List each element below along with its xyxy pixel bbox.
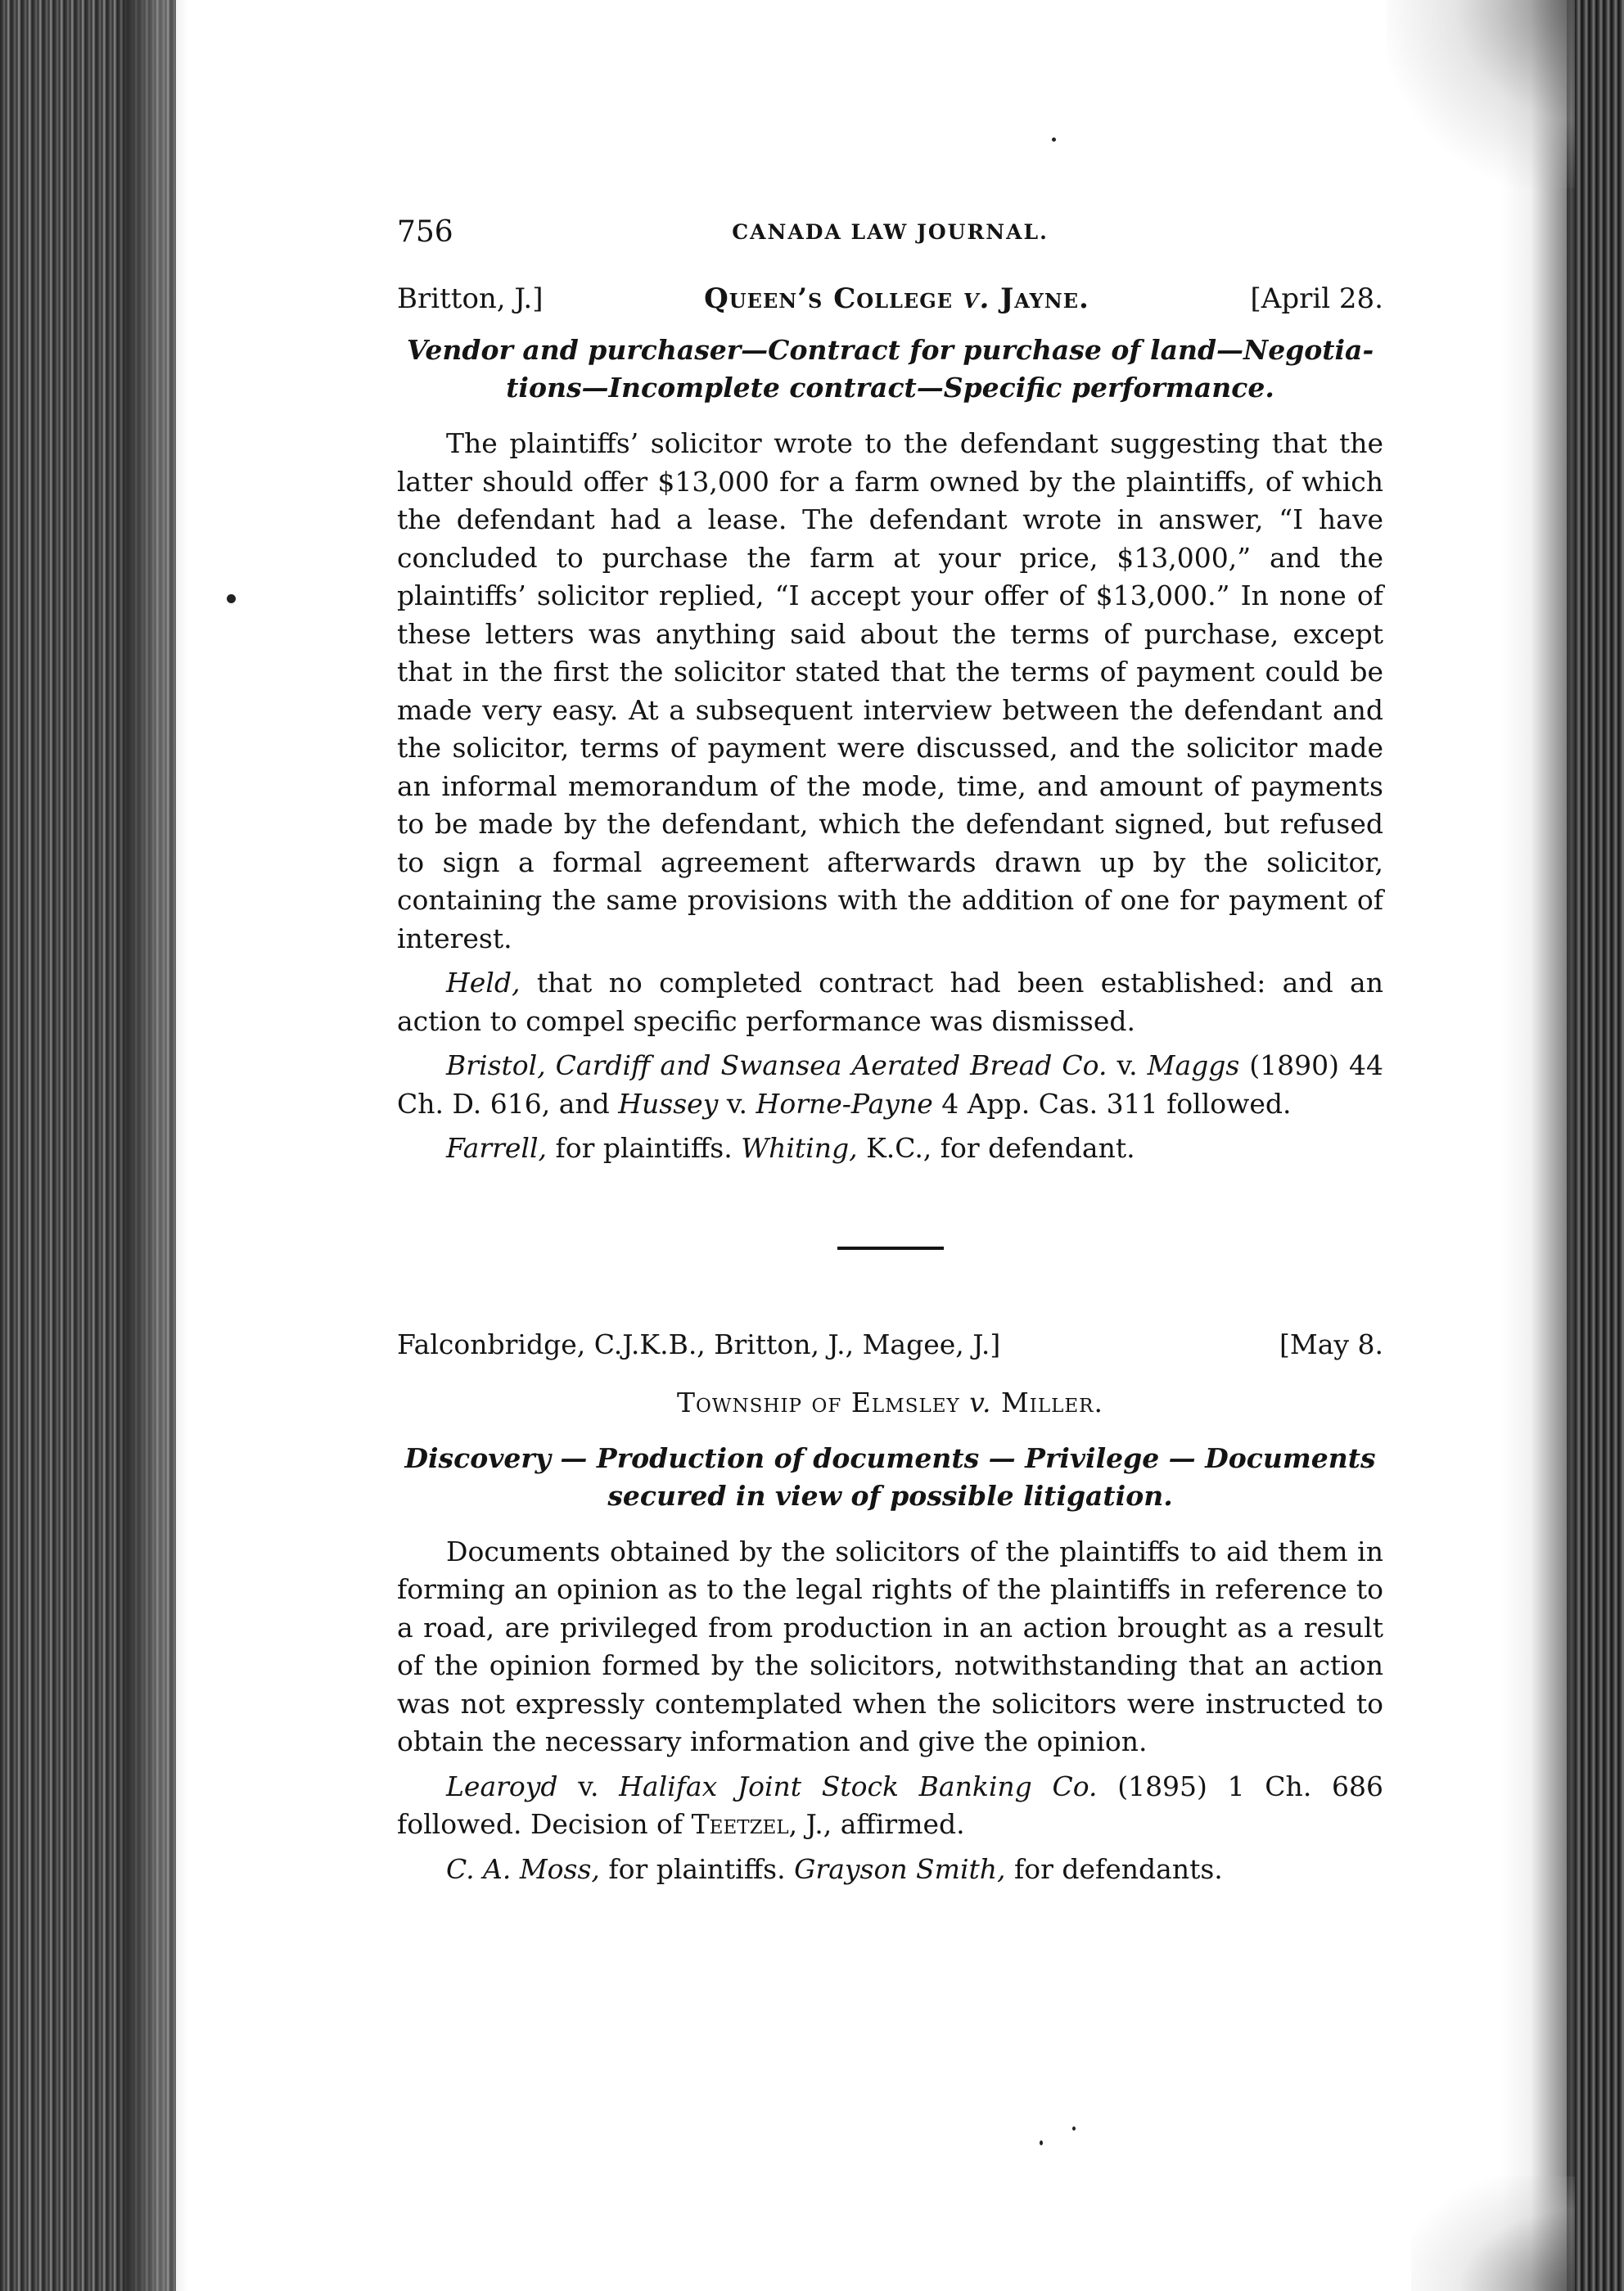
citation-reference: , J., affirmed. bbox=[788, 1808, 965, 1840]
citation-case-name: Hussey bbox=[618, 1087, 719, 1120]
scan-edge-right-shadow bbox=[1501, 0, 1575, 2291]
case2-heading bbox=[397, 1328, 1383, 1360]
running-head bbox=[397, 209, 1383, 258]
scan-edge-left-shadow bbox=[123, 0, 188, 2291]
scan-speck bbox=[227, 594, 236, 603]
case2-headnote-line: secured in view of possible litigation. bbox=[607, 1479, 1173, 1512]
case2-date: [May 8. bbox=[1279, 1328, 1383, 1360]
case1-headnote bbox=[397, 331, 1383, 407]
counsel-role: for plaintiffs. bbox=[547, 1132, 742, 1164]
citation-party: Halifax Joint Stock Banking Co. bbox=[619, 1770, 1098, 1802]
case1-plaintiff: Queen’s College bbox=[704, 282, 953, 315]
citation-versus: v. bbox=[1107, 1049, 1148, 1081]
citation-versus: v. bbox=[718, 1087, 756, 1120]
case1-headnote-line: tions—Incomplete contract—Specific performance. bbox=[506, 372, 1274, 404]
case1-held-paragraph bbox=[397, 964, 1383, 1040]
citation-party: Horne-Payne bbox=[756, 1087, 933, 1120]
case2-headnote bbox=[397, 1440, 1383, 1515]
counsel-name: C. A. Moss, bbox=[446, 1852, 600, 1885]
case1-defendant: Jayne. bbox=[1000, 282, 1089, 315]
case2-versus: v. bbox=[969, 1386, 992, 1418]
case2-counsel-paragraph bbox=[397, 1851, 1383, 1889]
case1-headnote-line: Vendor and purchaser—Contract for purchase of land—Negotia- bbox=[406, 334, 1374, 366]
counsel-name: Grayson Smith, bbox=[794, 1852, 1006, 1885]
case2-defendant: Miller. bbox=[1000, 1386, 1103, 1418]
held-label: Held, bbox=[446, 967, 521, 999]
counsel-role: K.C., for defendant. bbox=[857, 1132, 1135, 1164]
case1-date: [April 28. bbox=[1250, 282, 1383, 315]
counsel-role: for defendants. bbox=[1005, 1852, 1223, 1885]
document-page bbox=[397, 209, 1383, 1895]
counsel-name: Farrell, bbox=[446, 1132, 548, 1164]
scan-speck bbox=[1040, 2140, 1043, 2145]
citation-reference: 4 App. Cas. 311 followed. bbox=[932, 1087, 1292, 1120]
case2-plaintiff: Township of Elmsley bbox=[677, 1386, 960, 1418]
case2-citation-paragraph bbox=[397, 1768, 1383, 1844]
counsel-role: for plaintiffs. bbox=[599, 1852, 795, 1885]
citation-reference: (1890) 44 Ch. D. 616, and bbox=[397, 1049, 1384, 1120]
citation-reference: (1895) 1 Ch. 686 followed. Decision of bbox=[397, 1770, 1383, 1840]
citation-judge: Teetzel bbox=[691, 1808, 789, 1840]
case2-title bbox=[397, 1387, 1383, 1418]
case1-facts-paragraph: The plaintiffs’ solicitor wrote to the defendant suggesting that the latter should offer $13,000 for a farm owned by the plaintiffs, of which the defendant had a lease. The defendant wrote in answer, “I have concluded to purchase the farm at your price, $13,000,” and the plaintiffs’ solicitor replied, “I accept your offer of $13,000.” In none of these letters was anything said about the terms of purchase, except that in the first the solicitor stated that the terms of payment could be made very easy. At a subsequent interview between the defendant and the solicitor, terms of payment were discussed, and the solicitor made an informal memorandum of the mode, time, and amount of payments to be made by the defendant, which the defendant signed, but refused to sign a formal agreement afterwards drawn up by the solicitor, containing the same provisions with the addition of one for payment of interest. bbox=[397, 427, 1383, 954]
citation-party: Maggs bbox=[1147, 1049, 1240, 1081]
citation-case-name: Bristol, Cardiff and Swansea Aerated Bread Co. bbox=[446, 1049, 1107, 1081]
case1-versus: v. bbox=[963, 282, 990, 315]
held-text: that no completed contract had been established: and an action to compel specific performance was dismissed. bbox=[397, 967, 1383, 1037]
counsel-name: Whiting, bbox=[741, 1132, 858, 1164]
scan-speck bbox=[1072, 2126, 1076, 2131]
case1-citations-paragraph bbox=[397, 1047, 1383, 1123]
journal-title: CANADA LAW JOURNAL. bbox=[732, 220, 1049, 244]
case2-headnote-line: Discovery — Production of documents — Privilege — Documents bbox=[404, 1441, 1376, 1474]
case1-title bbox=[704, 282, 1089, 315]
scan-corner-bottom-right bbox=[1411, 2176, 1575, 2291]
case1-counsel-paragraph bbox=[397, 1130, 1383, 1168]
case1-heading bbox=[397, 282, 1383, 315]
citation-versus: v. bbox=[557, 1770, 620, 1802]
page-number: 756 bbox=[397, 215, 453, 249]
case1-judge: Britton, J.] bbox=[397, 282, 544, 315]
scan-speck bbox=[1052, 138, 1056, 142]
case2-judges: Falconbridge, C.J.K.B., Britton, J., Magee, J.] bbox=[397, 1328, 1001, 1360]
citation-case-name: Learoyd bbox=[446, 1770, 558, 1802]
scan-edge-right bbox=[1567, 0, 1624, 2291]
section-divider bbox=[837, 1247, 944, 1250]
scan-corner-top-right bbox=[1387, 0, 1575, 188]
case2-facts-paragraph: Documents obtained by the solicitors of the plaintiffs to aid them in forming an opinion as to the legal rights of the plaintiffs in reference to a road, are privileged from production in an action brought as a result of the opinion formed by the solicitors, notwithstanding that an action was not expressly contemplated when the solicitors were instructed to obtain the necessary information and give the opinion. bbox=[397, 1535, 1383, 1757]
